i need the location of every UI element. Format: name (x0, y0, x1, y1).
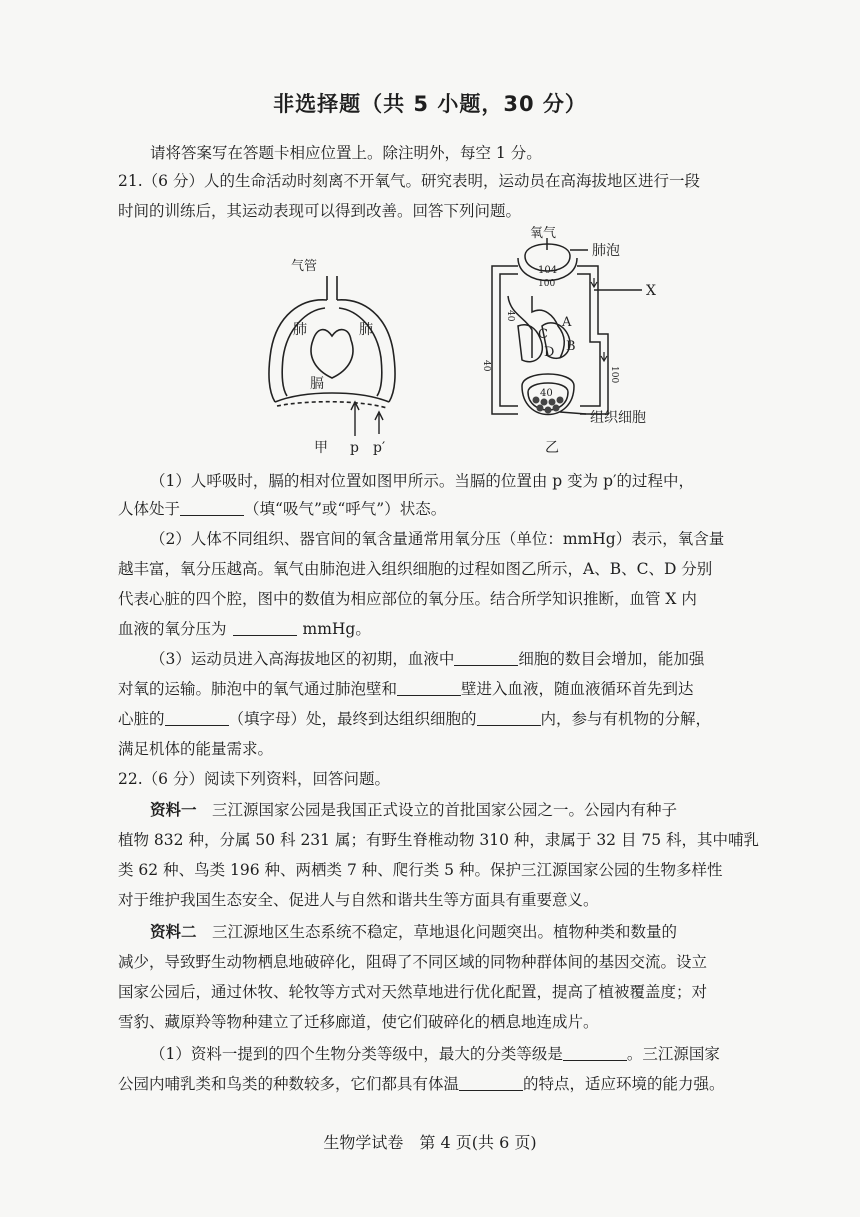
label-oxygen: 氧气 (530, 226, 557, 241)
answer-blank-4[interactable] (397, 681, 461, 696)
value-left-vessel: 40 (505, 310, 515, 322)
label-p-prime: p′ (373, 440, 386, 456)
q21-p1-b: 人体处于 （填“吸气”或“呼气”）状态。 (118, 500, 447, 518)
q22-material-1-line-1: 资料一 三江源国家公园是我国正式设立的首批国家公园之一。公园内有种子 (150, 801, 678, 819)
q22-material-1-line-2: 植物 832 种，分属 50 科 231 属；有野生脊椎动物 310 种，隶属于 32 目 75 科，其中哺乳 (118, 831, 760, 849)
q22-stem: 22.（6 分）阅读下列资料，回答问题。 (118, 770, 390, 788)
q21-p2-d: 血液的氧分压为 mmHg。 (118, 620, 371, 638)
section-title: 非选择题（共 5 小题，30 分） (273, 92, 587, 116)
figure-yi-caption: 乙 (545, 440, 559, 456)
value-capillary-lung: 100 (538, 279, 556, 289)
label-alveolus: 肺泡 (592, 243, 620, 259)
q21-p2-b: 越丰富，氧分压越高。氧气由肺泡进入组织细胞的过程如图乙所示，A、B、C、D 分别 (118, 560, 713, 578)
q21-stem-1: 21.（6 分）人的生命活动时刻离不开氧气。研究表明，运动员在高海拔地区进行一段 (118, 172, 700, 190)
answer-blank-6[interactable] (477, 711, 541, 726)
q21-p3-c: 心脏的 （填字母）处，最终到达组织细胞的 内，参与有机物的分解， (118, 710, 712, 728)
answer-blank-7[interactable] (563, 1046, 627, 1061)
label-cells: 组织细胞 (590, 410, 646, 426)
chamber-a: A (562, 315, 572, 330)
q22-p1-b: 公园内哺乳类和鸟类的种数较多，它们都具有体温 的特点，适应环境的能力强。 (118, 1075, 725, 1093)
material-1-title: 资料一 (150, 801, 197, 819)
answer-blank-5[interactable] (165, 711, 229, 726)
label-trachea: 气管 (291, 259, 318, 274)
figure-jia-lungs (255, 258, 425, 458)
answer-blank-8[interactable] (459, 1076, 523, 1091)
q22-material-2-line-2: 减少，导致野生动物栖息地破碎化，阻碍了不同区域的同物种群体间的基因交流。设立 (118, 953, 708, 971)
chamber-c: C (538, 327, 548, 342)
chamber-b: B (566, 339, 576, 354)
q22-material-2-line-3: 国家公园后，通过休牧、轮牧等方式对天然草地进行优化配置，提高了植被覆盖度；对 (118, 983, 708, 1001)
q22-material-1-line-3: 类 62 种、鸟类 196 种、两栖类 7 种、爬行类 5 种。保护三江源国家公园的生物多样性 (118, 861, 723, 879)
answer-blank-2[interactable] (233, 621, 297, 636)
label-diaphragm: 膈 (310, 376, 324, 392)
q21-stem-2: 时间的训练后，其运动表现可以得到改善。回答下列问题。 (118, 202, 522, 220)
chamber-d: D (544, 345, 555, 360)
q22-material-2-line-4: 雪豹、藏原羚等物种建立了迁移廊道，使它们破碎化的栖息地连成片。 (118, 1013, 599, 1031)
answer-blank-1[interactable] (180, 501, 244, 516)
q21-p3-b: 对氧的运输。肺泡中的氧气通过肺泡壁和 壁进入血液，随血液循环首先到达 (118, 680, 694, 698)
q21-p1-a: （1）人呼吸时，膈的相对位置如图甲所示。当膈的位置由 p 变为 p′的过程中， (150, 472, 695, 490)
answer-blank-3[interactable] (454, 651, 518, 666)
value-alveolus: 104 (538, 265, 558, 276)
value-pulmonary-artery: 40 (481, 360, 491, 372)
label-lung-right: 肺 (359, 322, 373, 338)
q22-material-2-line-1: 资料二 三江源地区生态系统不稳定，草地退化问题突出。植物种类和数量的 (150, 923, 678, 941)
q21-p3-a: （3）运动员进入高海拔地区的初期，血液中 细胞的数目会增加，能加强 (150, 650, 705, 668)
label-lung-left: 肺 (293, 322, 307, 338)
instruction: 请将答案写在答题卡相应位置上。除注明外，每空 1 分。 (150, 144, 542, 162)
figure-jia-caption: 甲 (314, 440, 328, 456)
label-x: X (646, 283, 656, 299)
value-tissue: 40 (540, 388, 553, 399)
material-2-title: 资料二 (150, 923, 197, 941)
page-footer: 生物学试卷 第 4 页(共 6 页) (323, 1133, 537, 1152)
q21-p3-d: 满足机体的能量需求。 (118, 740, 274, 758)
figure-yi-circulation (470, 226, 670, 464)
q21-p2-c: 代表心脏的四个腔，图中的数值为相应部位的氧分压。结合所学知识推断，血管 X 内 (118, 590, 697, 608)
value-right-vessel: 100 (609, 366, 619, 384)
label-p: p (350, 440, 359, 456)
q22-p1-a: （1）资料一提到的四个生物分类等级中，最大的分类等级是 。三江源国家 (150, 1045, 720, 1063)
q22-material-1-line-4: 对于维护我国生态安全、促进人与自然和谐共生等方面具有重要意义。 (118, 891, 599, 909)
q21-p2-a: （2）人体不同组织、器官间的氧含量通常用氧分压（单位：mmHg）表示，氧含量 (150, 530, 725, 548)
